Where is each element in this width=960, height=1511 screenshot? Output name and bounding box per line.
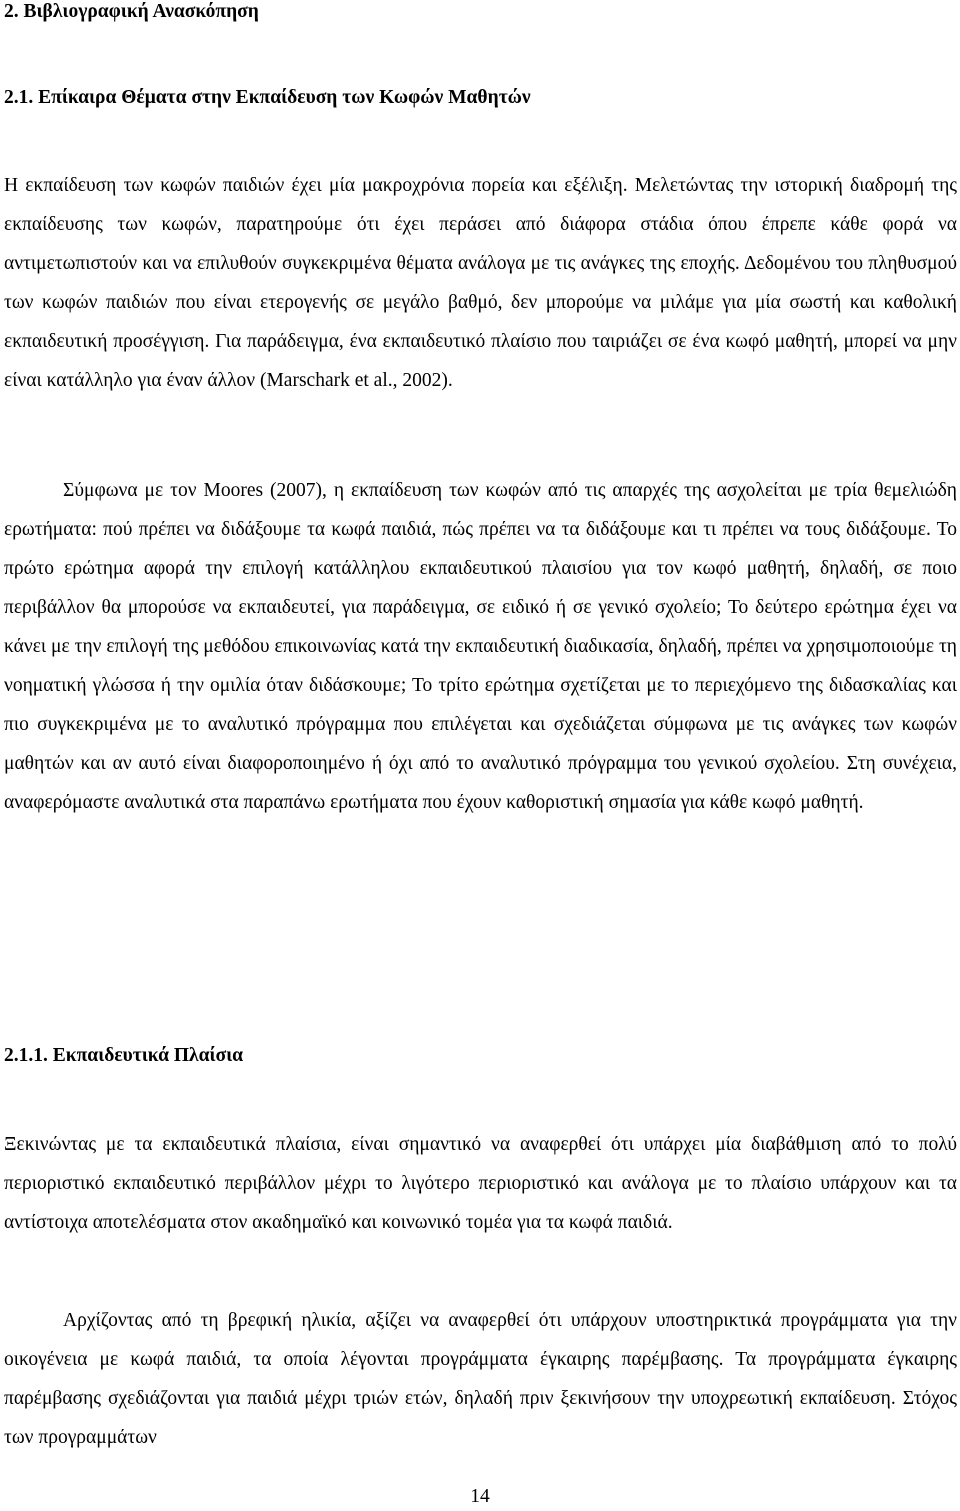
paragraph-3: Ξεκινώντας με τα εκπαιδευτικά πλαίσια, είναι σημαντικό να αναφερθεί ότι υπάρχει μία διαβάθμιση από το πολύ περιοριστικό εκπαιδευτικό περιβάλλον μέχρι το λιγότερο περιοριστικό και ανάλογα με το πλαίσιο υπάρχουν και τα αντίστοιχα αποτελέσματα στον ακαδημαϊκό και κοινωνικό τομέα για τα κωφά παιδιά. bbox=[4, 1134, 957, 1233]
subsection-heading: 2.1.1. Εκπαιδευτικά Πλαίσια bbox=[4, 1045, 244, 1066]
chapter-heading: 2. Βιβλιογραφική Ανασκόπηση bbox=[4, 1, 259, 22]
page-number: 14 bbox=[470, 1486, 490, 1507]
paragraph-1: Η εκπαίδευση των κωφών παιδιών έχει μία μακροχρόνια πορεία και εξέλιξη. Μελετώντας την ιστορική διαδρομή της εκπαίδευσης των κωφών, παρατηρούμε ότι έχει περάσει από διάφορα στάδια όπου έπρεπε κάθε φορά να αντιμετωπιστούν και να επιλυθούν συγκεκριμένα θέματα ανάλογα με τις ανάγκες της εποχής. Δεδομένου του πληθυσμού των κωφών παιδιών που είναι ετερογενής σε μεγάλο βαθμό, δεν μπορούμε να μιλάμε για μία σωστή και καθολική εκπαιδευτική προσέγγιση. Για παράδειγμα, ένα εκπαιδευτικό πλαίσιο που ταιριάζει σε ένα κωφό μαθητή, μπορεί να μην είναι κατάλληλο για έναν άλλον (Marschark et al., 2002). bbox=[4, 175, 957, 391]
section-heading: 2.1. Επίκαιρα Θέματα στην Εκπαίδευση των Κωφών Μαθητών bbox=[4, 87, 531, 108]
paragraph-2: Σύμφωνα με τον Moores (2007), η εκπαίδευση των κωφών από τις απαρχές της ασχολείται με τρία θεμελιώδη ερωτήματα: πού πρέπει να διδάξουμε τα κωφά παιδιά, πώς πρέπει να τα διδάξουμε και τι πρέπει να τους διδάξουμε. Το πρώτο ερώτημα αφορά την επιλογή κατάλληλου εκπαιδευτικού πλαισίου για τον κωφό μαθητή, δηλαδή, σε ποιο περιβάλλον θα μπορούσε να εκπαιδευτεί, για παράδειγμα, σε ειδικό ή σε γενικό σχολείο; Το δεύτερο ερώτημα έχει να κάνει με την επιλογή της μεθόδου επικοινωνίας κατά την εκπαιδευτική διαδικασία, δηλαδή, πρέπει να χρησιμοποιούμε τη νοηματική γλώσσα ή την ομιλία όταν διδάσκουμε; Το τρίτο ερώτημα σχετίζεται με το περιεχόμενο της διδασκαλίας και πιο συγκεκριμένα με το αναλυτικό πρόγραμμα που επιλέγεται και σχεδιάζεται σύμφωνα με τις ανάγκες των κωφών μαθητών και αν αυτό είναι διαφοροποιημένο ή όχι από το αναλυτικό πρόγραμμα του γενικού σχολείου. Στη συνέχεια, αναφερόμαστε αναλυτικά στα παραπάνω ερωτήματα που έχουν καθοριστική σημασία για κάθε κωφό μαθητή. bbox=[4, 480, 957, 813]
paragraph-4: Αρχίζοντας από τη βρεφική ηλικία, αξίζει να αναφερθεί ότι υπάρχουν υποστηρικτικά προγράμματα για την οικογένεια με κωφά παιδιά, τα οποία λέγονται προγράμματα έγκαιρης παρέμβασης. Τα προγράμματα έγκαιρης παρέμβασης σχεδιάζονται για παιδιά μέχρι τριών ετών, δηλαδή πριν ξεκινήσουν την υποχρεωτική εκπαίδευση. Στόχος των προγραμμάτων bbox=[4, 1310, 957, 1448]
